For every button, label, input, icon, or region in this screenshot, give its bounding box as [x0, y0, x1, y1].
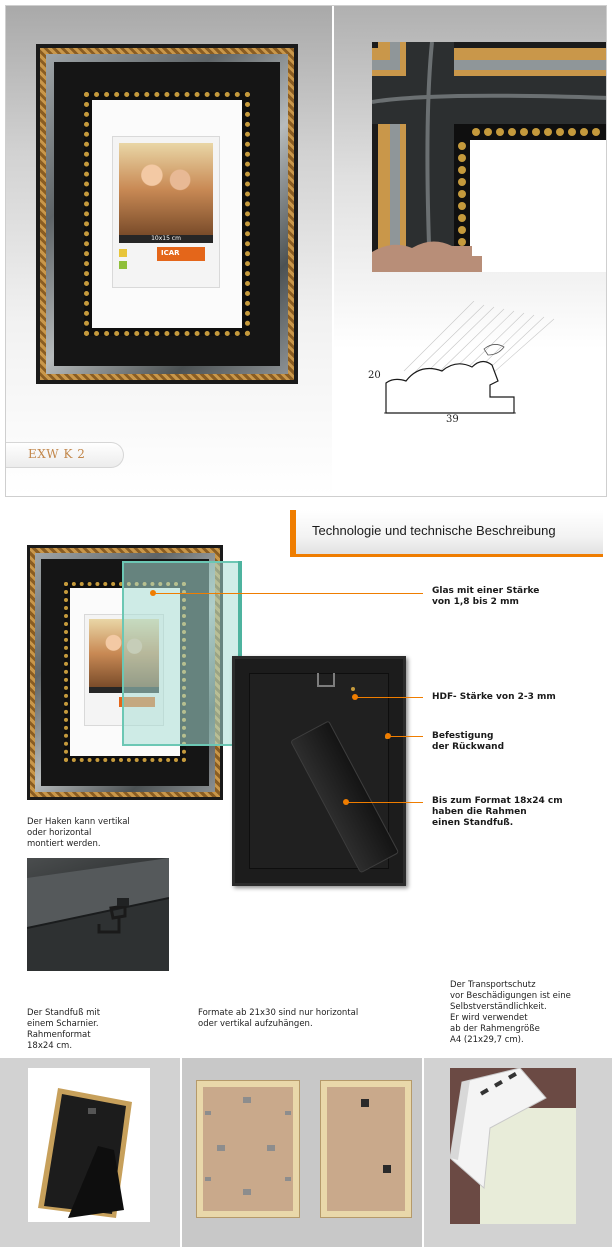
- detail-photo-strip: [0, 1058, 612, 1247]
- photo-size-label: 10x15 cm: [151, 235, 181, 242]
- frame-detail-view: [334, 6, 606, 496]
- callout-fixing: Befestigung der Rückwand: [432, 731, 505, 752]
- caption-hook: Der Haken kann vertikal oder horizontal montiert werden.: [27, 817, 130, 849]
- profile-drawing: [364, 301, 594, 441]
- vertical-clips-image: [321, 1081, 413, 1219]
- label-swatch-green: [119, 261, 127, 269]
- formats-photo-panel: [182, 1058, 422, 1247]
- photo-card: [112, 136, 220, 288]
- sample-photo: [119, 143, 213, 235]
- profile-width-value: 39: [446, 414, 459, 425]
- tech-header-underline: [290, 554, 603, 557]
- horizontal-clips-image: [197, 1081, 301, 1219]
- callout-line-glass: [153, 593, 423, 594]
- model-code: EXW K 2: [28, 447, 86, 461]
- callout-line-stand: [346, 802, 423, 803]
- callout-line-fixing: [388, 736, 423, 737]
- stand-photo-panel: [0, 1058, 180, 1247]
- callout-line-hdf: [355, 697, 423, 698]
- corner-protector-image: [450, 1068, 576, 1224]
- stand-photo: [28, 1068, 150, 1222]
- photo-size-strip: [119, 235, 213, 243]
- frame-corner-closeup: [372, 42, 607, 272]
- back-horizontal-photo: [196, 1080, 300, 1218]
- callout-stand: Bis zum Format 18x24 cm haben die Rahmen einen Standfuß.: [432, 796, 563, 828]
- transport-protection-photo: [450, 1068, 576, 1224]
- frame-image: [36, 44, 298, 384]
- stand-image: [28, 1068, 150, 1222]
- brand-name: ICAR: [161, 249, 180, 257]
- brand-label: [157, 247, 205, 261]
- caption-formats: Formate ab 21x30 sind nur horizontal oder vertikal aufzuhängen.: [198, 1008, 359, 1029]
- transport-photo-panel: [424, 1058, 612, 1247]
- caption-transport: Der Transportschutz vor Beschädigungen ist eine Selbstverständlichkeit. Er wird verwendet ab der Rahmengröße A4 (21x29,7 cm).: [450, 980, 571, 1045]
- tech-section-title: Technologie und technische Beschreibung: [312, 523, 556, 538]
- model-badge: [6, 442, 124, 468]
- profile-height-value: 20: [368, 370, 381, 381]
- callout-hdf: HDF- Stärke von 2-3 mm: [432, 692, 556, 702]
- hook-photo: [27, 858, 169, 971]
- corner-profile-image: [372, 42, 607, 272]
- hanger-hook: [317, 673, 335, 687]
- hook-closeup-image: [27, 858, 169, 971]
- callout-glass: Glas mit einer Stärke von 1,8 bis 2 mm: [432, 586, 540, 607]
- back-board-image: [232, 656, 406, 886]
- caption-stand: Der Standfuß mit einem Scharnier. Rahmenformat 18x24 cm.: [27, 1008, 101, 1051]
- back-vertical-photo: [320, 1080, 412, 1218]
- tech-section-header: [290, 510, 603, 554]
- frame-mat: [92, 100, 242, 328]
- glass-pane: [122, 561, 241, 746]
- frame-front-view: [6, 6, 332, 496]
- clip: [351, 687, 355, 691]
- product-panel: [5, 5, 607, 497]
- label-swatch-yellow: [119, 249, 127, 257]
